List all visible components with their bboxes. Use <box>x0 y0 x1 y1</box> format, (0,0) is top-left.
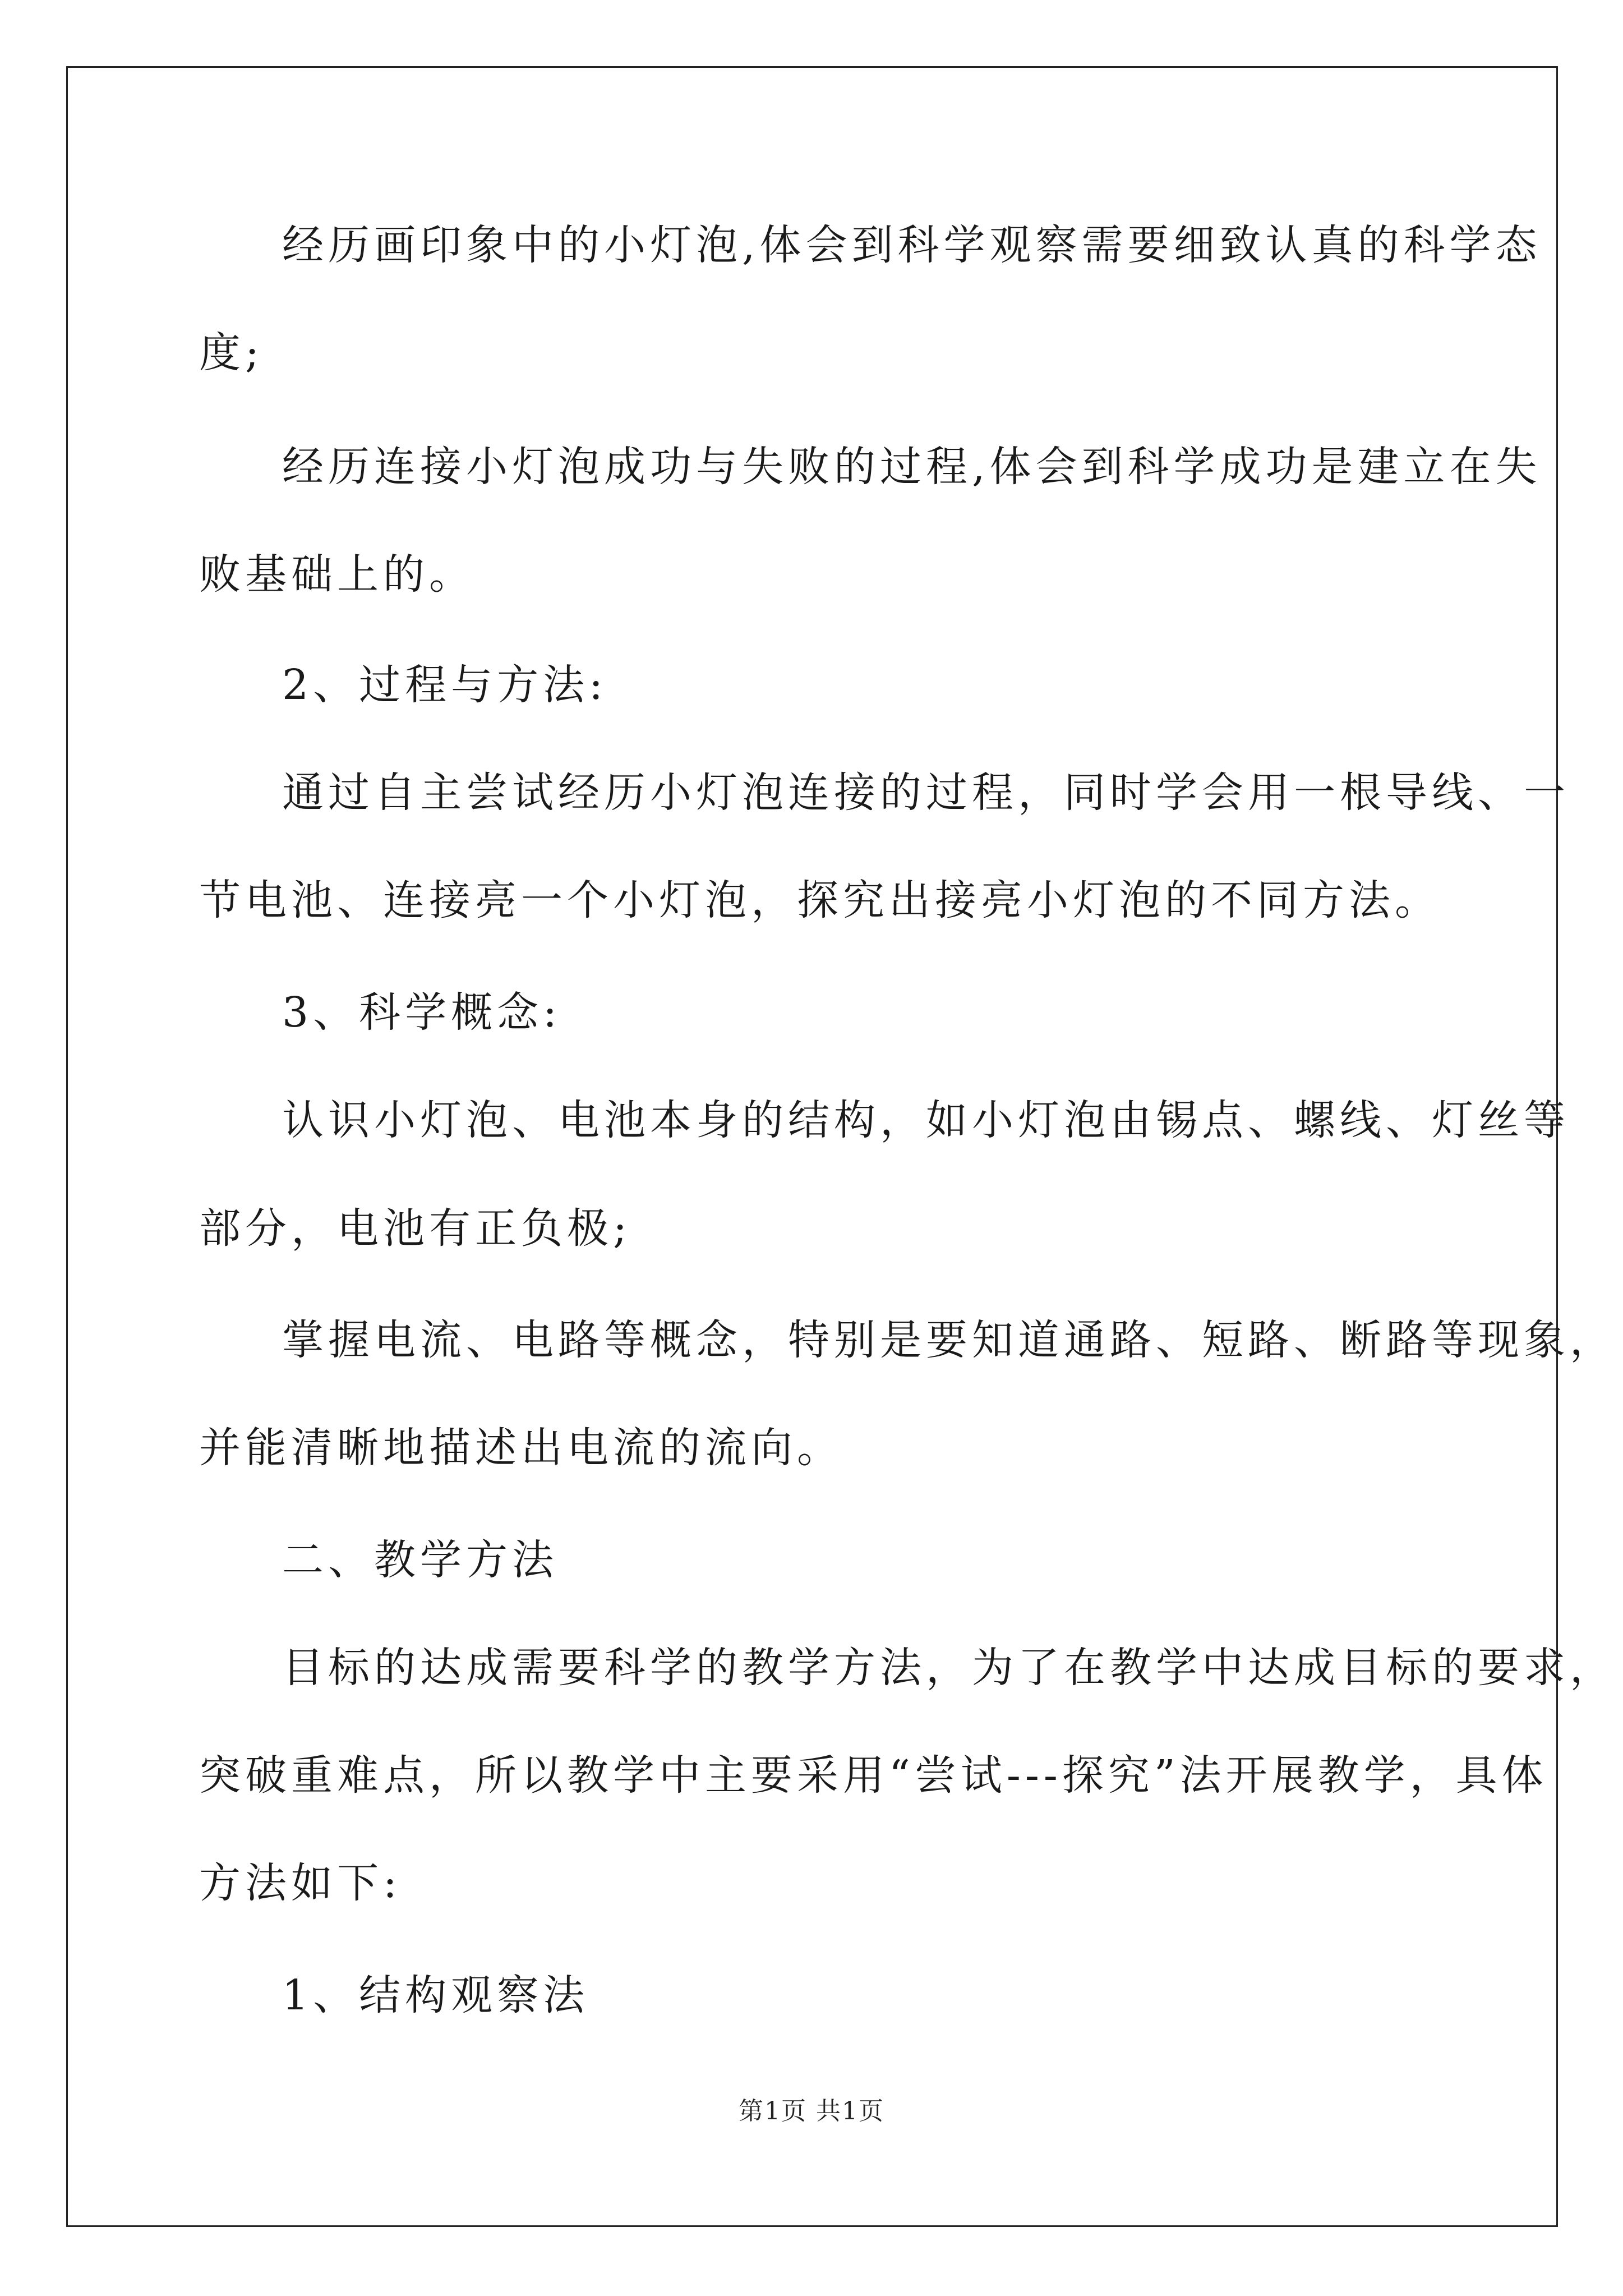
paragraph-line: 经历连接小灯泡成功与失败的过程,体会到科学成功是建立在失 <box>282 443 1542 491</box>
paragraph-line: 目标的达成需要科学的教学方法，为了在教学中达成目标的要求， <box>282 1644 1616 1692</box>
paragraph-line: 通过自主尝试经历小灯泡连接的过程，同时学会用一根导线、一 <box>282 769 1570 817</box>
paragraph-line: 节电池、连接亮一个小灯泡，探究出接亮小灯泡的不同方法。 <box>199 876 1441 924</box>
section-heading: 1、结构观察法 <box>282 1971 589 2019</box>
paragraph-line: 突破重难点，所以教学中主要采用“尝试---探究”法开展教学，具体 <box>199 1751 1548 1800</box>
paragraph-line: 并能清晰地描述出电流的流向。 <box>199 1424 843 1472</box>
paragraph-line: 认识小灯泡、电池本身的结构，如小灯泡由锡点、螺线、灯丝等 <box>282 1096 1570 1144</box>
paragraph-line: 败基础上的。 <box>199 550 475 599</box>
section-heading: 3、科学概念: <box>282 988 562 1037</box>
section-heading: 2、过程与方法: <box>282 661 608 709</box>
paragraph-line: 经历画印象中的小灯泡,体会到科学观察需要细致认真的科学态 <box>282 221 1542 269</box>
paragraph-line: 方法如下: <box>199 1859 402 1907</box>
paragraph-line: 度; <box>199 329 264 377</box>
section-heading: 二、教学方法 <box>282 1536 558 1584</box>
page-footer: 第1页 共1页 <box>739 2097 884 2125</box>
paragraph-line: 部分，电池有正负极; <box>199 1204 631 1253</box>
paragraph-line: 掌握电流、电路等概念，特别是要知道通路、短路、断路等现象， <box>282 1316 1616 1364</box>
